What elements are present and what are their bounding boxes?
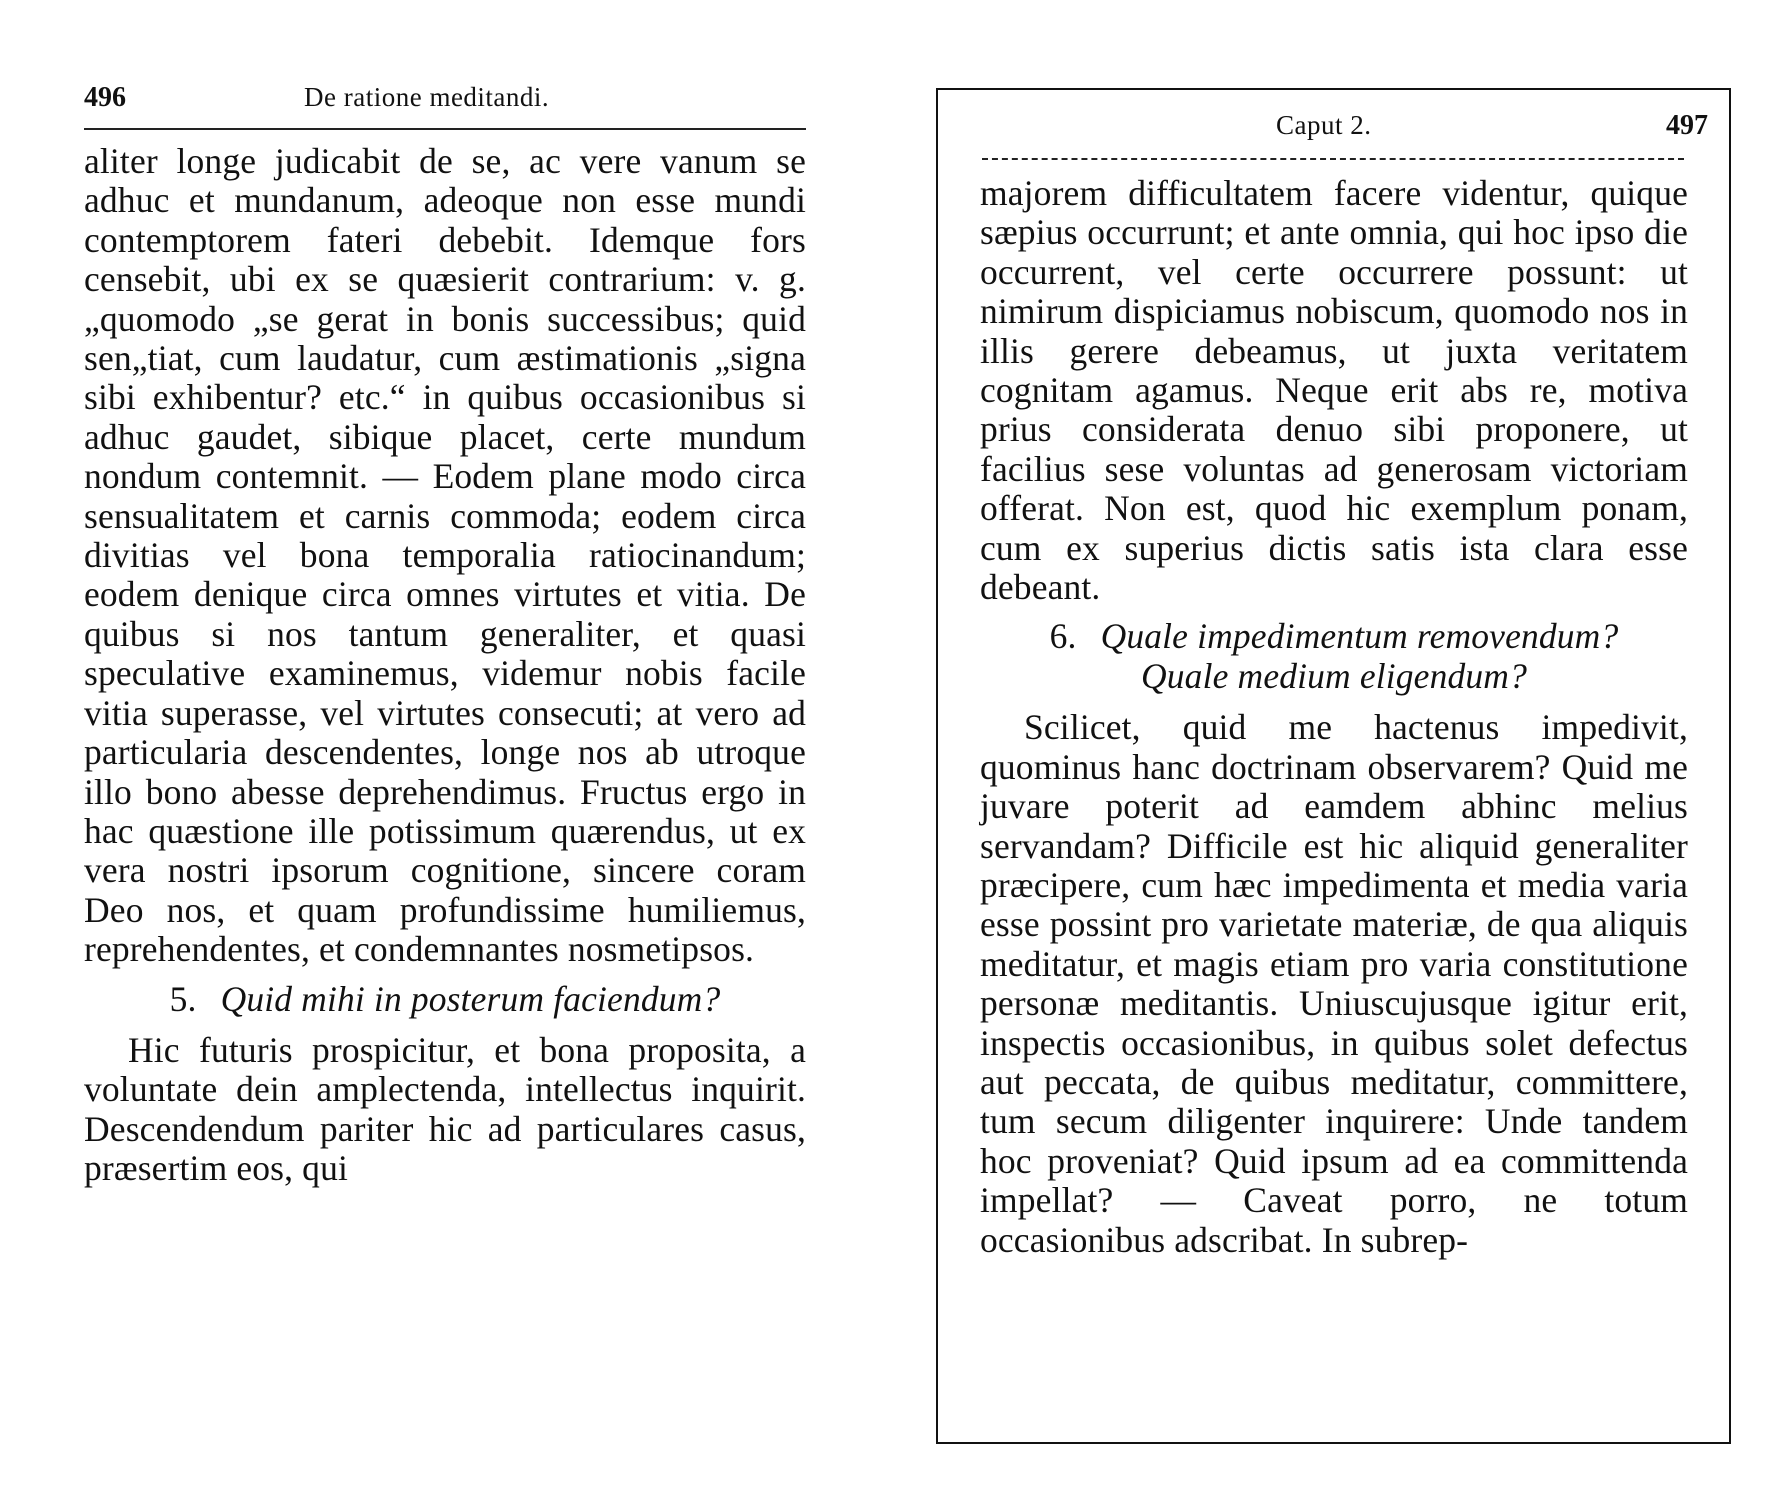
left-paragraph-1: aliter longe judicabit de se, ac vere vanum se adhuc et mundanum, adeoque non esse mundi contemptorem fateri debebit. Idemque fors censebit, ubi ex se quæsierit contrarium: v. g. „quomodo „se gerat in bonis successibus; quid sen„tiat, cum laudatur, cum æstimationis „signa sibi exhibentur? etc.“ in quibus occasionibus si adhuc gaudet, sibique placet, certe mundum nondum contemnit. — Eodem plane modo circa sensualitatem et carnis commoda; eodem circa divitias vel bona temporalia ratiocinandum; eodem denique circa omnes virtutes et vitia. De quibus si nos tantum generaliter, et quasi speculative examinemus, videmur nobis facile vitia superasse, vel virtutes consecuti; at vero ad particularia descendentes, longe nos ab utroque illo bono abesse deprehendimus. Fructus ergo in hac quæstione ille potissimum quærendus, ut ex vera nostri ipsorum cognitione, sincere coram Deo nos, et quam profundissime humiliemus, reprehendentes, et condemnantes nosmetipsos.	[84, 141, 806, 970]
right-running-head	[936, 110, 1766, 150]
right-page	[936, 0, 1766, 1452]
left-running-head	[84, 82, 806, 122]
left-running-title: De ratione meditandi.	[304, 82, 550, 112]
section-6-title-line-2: Quale medium eligendum?	[1141, 655, 1527, 696]
right-paragraph-2: Scilicet, quid me hactenus impedivit, quominus hanc doctrinam observarem? Quid me juvare poterit ad eamdem abhinc melius servandam? Difficile est hic aliquid generaliter præcipere, cum hæc impedimenta et media varia esse possint pro varietate materiæ, de qua aliquis meditatur, et magis etiam pro varia constitutione personæ meditantis. Uniuscujusque igitur erit, inspectis occasionibus, in quibus solet defectus aut peccata, de quibus meditatur, committere, tum secum diligenter inquirere: Unde tandem hoc proveniat? Quid ipsum ad ea committenda impellat? — Caveat porro, ne totum occasionibus adscribat. In subrep-	[980, 707, 1688, 1260]
left-header-rule	[84, 128, 806, 130]
right-page-number: 497	[1666, 110, 1708, 141]
section-5-number: 5.	[169, 978, 197, 1019]
left-paragraph-2: Hic futuris prospicitur, et bona proposita, a voluntate dein amplectenda, intellectus inquirit. Descendendum pariter hic ad particulares casus, præsertim eos, qui	[84, 1029, 806, 1189]
right-header-rule	[982, 158, 1684, 160]
left-page-number: 496	[84, 82, 126, 113]
right-paragraph-1: majorem difficultatem facere videntur, quique sæpius occurrunt; et ante omnia, qui hoc ipso die occurrent, vel certe occurrere possunt: ut nimirum dispiciamus nobiscum, quomodo nos in illis gerere debeamus, ut juxta veritatem cognitam agamus. Neque erit abs re, motiva prius considerata denuo sibi proponere, ut facilius sese voluntas ad generosam victoriam offerat. Non est, quod hic exemplum ponam, cum ex superius dictis satis ista clara esse debeant.	[980, 173, 1688, 608]
section-6-number: 6.	[1049, 616, 1077, 657]
section-6-title-line-1: Quale impedimentum removendum?	[1100, 616, 1619, 657]
right-running-title: Caput 2.	[1276, 110, 1372, 140]
right-page-body	[980, 174, 1688, 1260]
section-6-heading	[980, 617, 1688, 696]
section-5-title: Quid mihi in posterum faciendum?	[220, 978, 721, 1019]
section-5-heading	[84, 980, 806, 1019]
left-page-body	[84, 142, 806, 1189]
